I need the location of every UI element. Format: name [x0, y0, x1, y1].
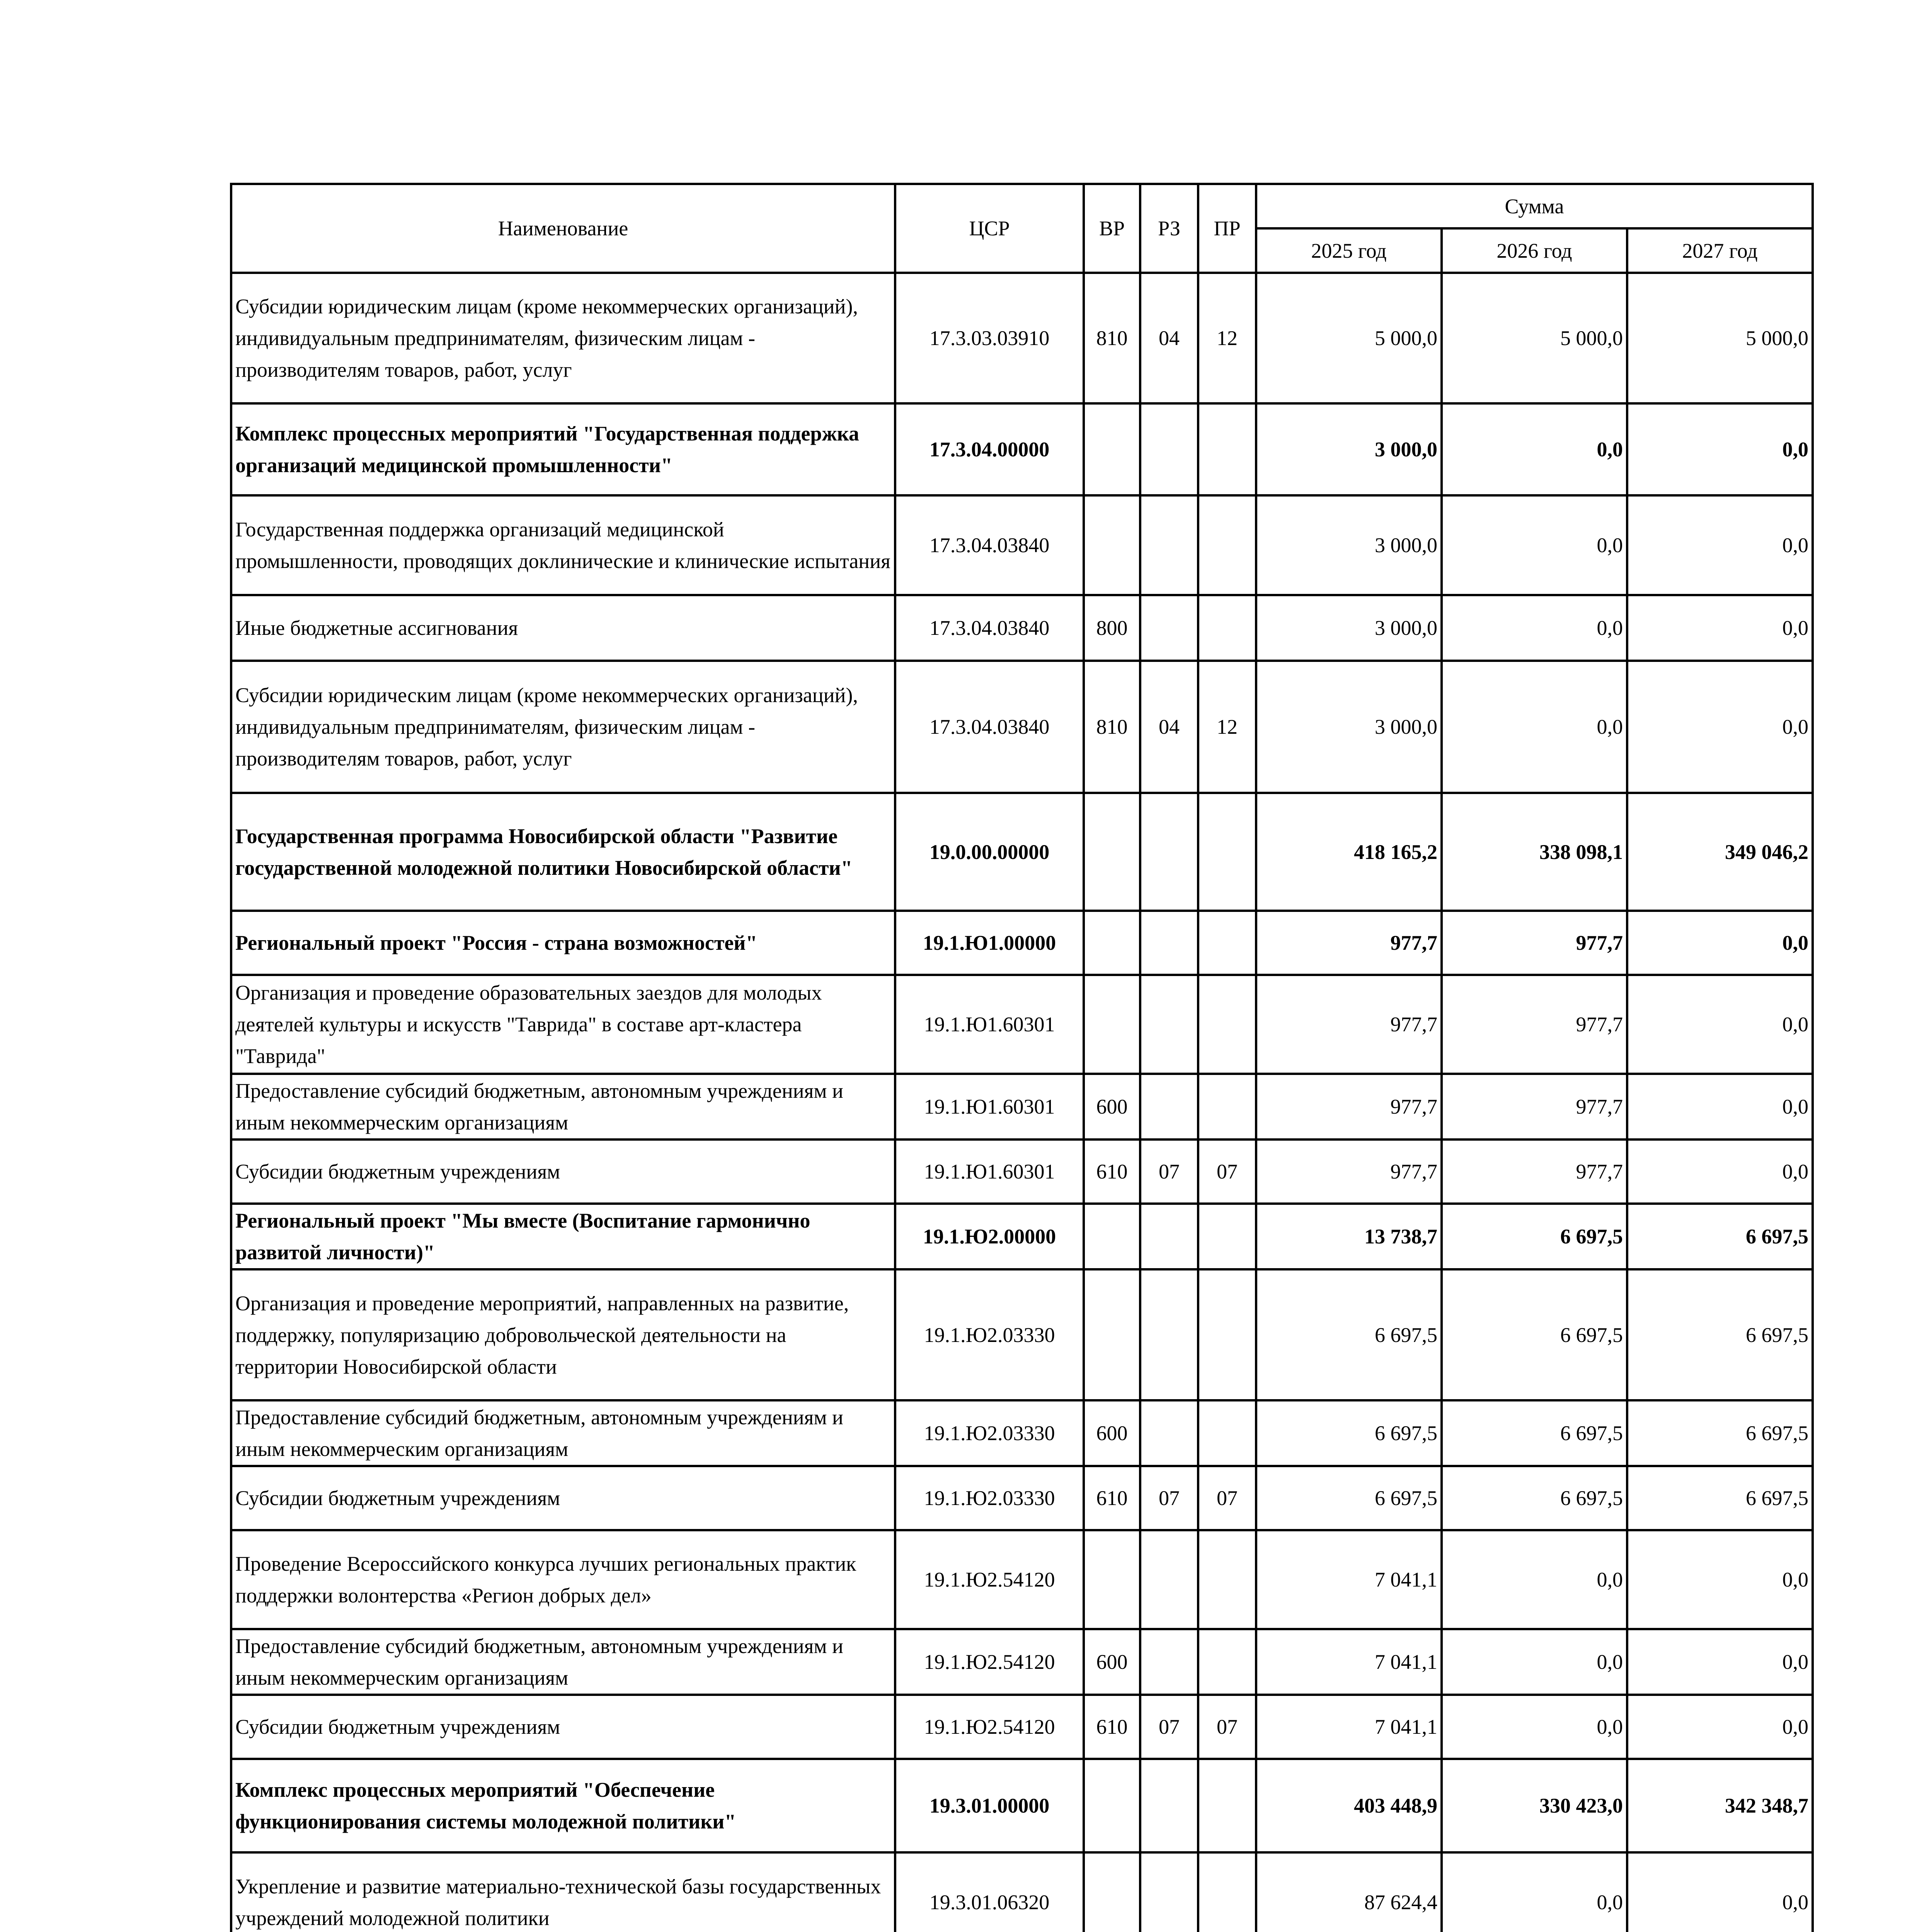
- row-vr: 810: [1084, 273, 1140, 403]
- row-name: Субсидии бюджетным учреждениям: [231, 1695, 895, 1759]
- table-row: [231, 1695, 1813, 1759]
- row-pr: [1198, 793, 1256, 911]
- row-pr: [1198, 1629, 1256, 1695]
- row-2025: 5 000,0: [1256, 273, 1442, 403]
- row-2025: 87 624,4: [1256, 1852, 1442, 1932]
- row-2025: 7 041,1: [1256, 1629, 1442, 1695]
- row-vr: [1084, 793, 1140, 911]
- row-name: Субсидии юридическим лицам (кроме некоммерческих организаций), индивидуальным предпринимателям, физическим лицам - производителям товаров, работ, услуг: [231, 661, 895, 793]
- row-2025: 977,7: [1256, 911, 1442, 975]
- row-2026: 977,7: [1442, 1139, 1627, 1204]
- row-rz: [1140, 1530, 1198, 1629]
- table-row: [231, 793, 1813, 911]
- row-2025: 977,7: [1256, 1139, 1442, 1204]
- row-2026: 0,0: [1442, 661, 1627, 793]
- row-2026: 0,0: [1442, 1530, 1627, 1629]
- row-rz: [1140, 1759, 1198, 1852]
- row-2027: 5 000,0: [1627, 273, 1813, 403]
- table-row: [231, 1400, 1813, 1466]
- row-2025: 3 000,0: [1256, 495, 1442, 595]
- row-vr: [1084, 1269, 1140, 1400]
- row-name: Субсидии юридическим лицам (кроме некоммерческих организаций), индивидуальным предпринимателям, физическим лицам - производителям товаров, работ, услуг: [231, 273, 895, 403]
- row-rz: 04: [1140, 661, 1198, 793]
- row-2026: 977,7: [1442, 1074, 1627, 1139]
- row-2027: 0,0: [1627, 1139, 1813, 1204]
- row-rz: [1140, 911, 1198, 975]
- row-name: Государственная программа Новосибирской области "Развитие государственной молодежной политики Новосибирской области": [231, 793, 895, 911]
- row-csr: 19.1.Ю2.00000: [895, 1204, 1084, 1269]
- row-2025: 7 041,1: [1256, 1695, 1442, 1759]
- table-row: [231, 403, 1813, 495]
- row-name: Государственная поддержка организаций медицинской промышленности, проводящих доклинические и клинические испытания: [231, 495, 895, 595]
- row-2027: 349 046,2: [1627, 793, 1813, 911]
- row-pr: [1198, 1400, 1256, 1466]
- table-row: [231, 1759, 1813, 1852]
- row-pr: [1198, 403, 1256, 495]
- row-csr: 19.1.Ю2.03330: [895, 1466, 1084, 1530]
- row-name: Проведение Всероссийского конкурса лучших региональных практик поддержки волонтерства «Регион добрых дел»: [231, 1530, 895, 1629]
- row-vr: 610: [1084, 1139, 1140, 1204]
- row-name: Субсидии бюджетным учреждениям: [231, 1466, 895, 1530]
- table-row: [231, 911, 1813, 975]
- row-rz: [1140, 1400, 1198, 1466]
- row-csr: 19.0.00.00000: [895, 793, 1084, 911]
- row-2027: 0,0: [1627, 661, 1813, 793]
- table-row: [231, 1530, 1813, 1629]
- row-2027: 0,0: [1627, 1629, 1813, 1695]
- table-row: [231, 1139, 1813, 1204]
- row-pr: [1198, 495, 1256, 595]
- row-2026: 0,0: [1442, 495, 1627, 595]
- row-vr: [1084, 1852, 1140, 1932]
- row-rz: 07: [1140, 1466, 1198, 1530]
- table-row: [231, 495, 1813, 595]
- row-name: Комплекс процессных мероприятий "Обеспечение функционирования системы молодежной политики": [231, 1759, 895, 1852]
- row-2027: 0,0: [1627, 495, 1813, 595]
- row-2025: 6 697,5: [1256, 1269, 1442, 1400]
- header-rz: РЗ: [1140, 184, 1198, 273]
- row-name: Укрепление и развитие материально-технической базы государственных учреждений молодежной политики: [231, 1852, 895, 1932]
- row-pr: 07: [1198, 1466, 1256, 1530]
- row-2026: 977,7: [1442, 975, 1627, 1074]
- row-vr: [1084, 975, 1140, 1074]
- row-2025: 3 000,0: [1256, 595, 1442, 661]
- row-pr: [1198, 1074, 1256, 1139]
- row-pr: [1198, 1852, 1256, 1932]
- row-vr: [1084, 403, 1140, 495]
- row-2026: 6 697,5: [1442, 1466, 1627, 1530]
- row-csr: 17.3.04.03840: [895, 495, 1084, 595]
- table-row: [231, 661, 1813, 793]
- table-row: [231, 1466, 1813, 1530]
- row-csr: 19.1.Ю2.54120: [895, 1695, 1084, 1759]
- row-pr: [1198, 1530, 1256, 1629]
- table-row: [231, 273, 1813, 403]
- row-pr: [1198, 911, 1256, 975]
- row-rz: [1140, 1852, 1198, 1932]
- row-2026: 6 697,5: [1442, 1204, 1627, 1269]
- row-rz: 04: [1140, 273, 1198, 403]
- row-csr: 19.1.Ю1.00000: [895, 911, 1084, 975]
- row-pr: [1198, 1204, 1256, 1269]
- row-2025: 13 738,7: [1256, 1204, 1442, 1269]
- row-2026: 0,0: [1442, 403, 1627, 495]
- row-2025: 6 697,5: [1256, 1400, 1442, 1466]
- table-row: [231, 1629, 1813, 1695]
- row-2025: 7 041,1: [1256, 1530, 1442, 1629]
- row-pr: [1198, 1269, 1256, 1400]
- row-rz: [1140, 1629, 1198, 1695]
- row-vr: [1084, 1204, 1140, 1269]
- row-name: Региональный проект "Россия - страна возможностей": [231, 911, 895, 975]
- row-vr: [1084, 495, 1140, 595]
- row-name: Иные бюджетные ассигнования: [231, 595, 895, 661]
- row-2025: 3 000,0: [1256, 403, 1442, 495]
- row-rz: [1140, 793, 1198, 911]
- row-2026: 0,0: [1442, 1695, 1627, 1759]
- row-2025: 977,7: [1256, 975, 1442, 1074]
- row-csr: 17.3.04.03840: [895, 661, 1084, 793]
- table-row: [231, 1204, 1813, 1269]
- row-name: Предоставление субсидий бюджетным, автономным учреждениям и иным некоммерческим организациям: [231, 1400, 895, 1466]
- header-2026: 2026 год: [1442, 228, 1627, 273]
- row-vr: [1084, 1759, 1140, 1852]
- row-csr: 19.1.Ю1.60301: [895, 1139, 1084, 1204]
- row-2027: 6 697,5: [1627, 1204, 1813, 1269]
- header-sum: Сумма: [1256, 184, 1813, 228]
- row-csr: 19.1.Ю2.54120: [895, 1629, 1084, 1695]
- table-row: [231, 595, 1813, 661]
- row-csr: 19.1.Ю2.54120: [895, 1530, 1084, 1629]
- row-2025: 977,7: [1256, 1074, 1442, 1139]
- row-rz: [1140, 495, 1198, 595]
- row-2027: 6 697,5: [1627, 1269, 1813, 1400]
- row-2026: 977,7: [1442, 911, 1627, 975]
- row-name: Организация и проведение мероприятий, направленных на развитие, поддержку, популяризацию добровольческой деятельности на территории Новосибирской области: [231, 1269, 895, 1400]
- budget-table: [230, 183, 1814, 1932]
- row-pr: 12: [1198, 661, 1256, 793]
- row-csr: 19.3.01.00000: [895, 1759, 1084, 1852]
- row-2027: 0,0: [1627, 975, 1813, 1074]
- row-2025: 6 697,5: [1256, 1466, 1442, 1530]
- table-row: [231, 1852, 1813, 1932]
- table-row: [231, 1074, 1813, 1139]
- row-rz: [1140, 1269, 1198, 1400]
- row-2027: 0,0: [1627, 595, 1813, 661]
- row-csr: 19.1.Ю2.03330: [895, 1400, 1084, 1466]
- table-header: [231, 184, 1813, 273]
- row-vr: 610: [1084, 1466, 1140, 1530]
- row-csr: 19.1.Ю2.03330: [895, 1269, 1084, 1400]
- row-2027: 342 348,7: [1627, 1759, 1813, 1852]
- row-2027: 0,0: [1627, 1695, 1813, 1759]
- row-vr: [1084, 911, 1140, 975]
- row-vr: 600: [1084, 1629, 1140, 1695]
- row-csr: 19.3.01.06320: [895, 1852, 1084, 1932]
- row-rz: [1140, 595, 1198, 661]
- row-name: Организация и проведение образовательных заездов для молодых деятелей культуры и искусств "Таврида" в составе арт-кластера "Таврида": [231, 975, 895, 1074]
- row-2026: 330 423,0: [1442, 1759, 1627, 1852]
- row-rz: 07: [1140, 1695, 1198, 1759]
- row-csr: 19.1.Ю1.60301: [895, 975, 1084, 1074]
- row-pr: 07: [1198, 1139, 1256, 1204]
- row-2027: 0,0: [1627, 1852, 1813, 1932]
- row-2026: 0,0: [1442, 1629, 1627, 1695]
- row-csr: 17.3.04.03840: [895, 595, 1084, 661]
- row-2027: 0,0: [1627, 1074, 1813, 1139]
- row-2026: 6 697,5: [1442, 1400, 1627, 1466]
- header-csr: ЦСР: [895, 184, 1084, 273]
- row-2027: 6 697,5: [1627, 1400, 1813, 1466]
- row-vr: 610: [1084, 1695, 1140, 1759]
- row-vr: [1084, 1530, 1140, 1629]
- header-pr: ПР: [1198, 184, 1256, 273]
- row-pr: [1198, 975, 1256, 1074]
- row-vr: 600: [1084, 1400, 1140, 1466]
- row-2025: 3 000,0: [1256, 661, 1442, 793]
- header-2027: 2027 год: [1627, 228, 1813, 273]
- row-pr: [1198, 1759, 1256, 1852]
- row-2026: 0,0: [1442, 1852, 1627, 1932]
- row-name: Предоставление субсидий бюджетным, автономным учреждениям и иным некоммерческим организациям: [231, 1074, 895, 1139]
- row-2027: 0,0: [1627, 403, 1813, 495]
- row-csr: 17.3.04.00000: [895, 403, 1084, 495]
- row-2027: 0,0: [1627, 1530, 1813, 1629]
- row-csr: 19.1.Ю1.60301: [895, 1074, 1084, 1139]
- row-pr: 12: [1198, 273, 1256, 403]
- row-pr: 07: [1198, 1695, 1256, 1759]
- row-name: Субсидии бюджетным учреждениям: [231, 1139, 895, 1204]
- row-2026: 338 098,1: [1442, 793, 1627, 911]
- row-vr: 600: [1084, 1074, 1140, 1139]
- row-rz: [1140, 1074, 1198, 1139]
- row-name: Комплекс процессных мероприятий "Государственная поддержка организаций медицинской промышленности": [231, 403, 895, 495]
- row-name: Предоставление субсидий бюджетным, автономным учреждениям и иным некоммерческим организациям: [231, 1629, 895, 1695]
- row-2025: 418 165,2: [1256, 793, 1442, 911]
- row-rz: [1140, 403, 1198, 495]
- row-2027: 6 697,5: [1627, 1466, 1813, 1530]
- row-2026: 0,0: [1442, 595, 1627, 661]
- row-2025: 403 448,9: [1256, 1759, 1442, 1852]
- row-pr: [1198, 595, 1256, 661]
- row-name: Региональный проект "Мы вместе (Воспитание гармонично развитой личности)": [231, 1204, 895, 1269]
- row-2027: 0,0: [1627, 911, 1813, 975]
- row-vr: 800: [1084, 595, 1140, 661]
- row-2026: 6 697,5: [1442, 1269, 1627, 1400]
- table-body: [231, 273, 1813, 1932]
- header-name: Наименование: [231, 184, 895, 273]
- table-row: [231, 975, 1813, 1074]
- row-2026: 5 000,0: [1442, 273, 1627, 403]
- header-vr: ВР: [1084, 184, 1140, 273]
- row-rz: [1140, 975, 1198, 1074]
- table-row: [231, 1269, 1813, 1400]
- header-2025: 2025 год: [1256, 228, 1442, 273]
- row-vr: 810: [1084, 661, 1140, 793]
- row-rz: [1140, 1204, 1198, 1269]
- row-csr: 17.3.03.03910: [895, 273, 1084, 403]
- row-rz: 07: [1140, 1139, 1198, 1204]
